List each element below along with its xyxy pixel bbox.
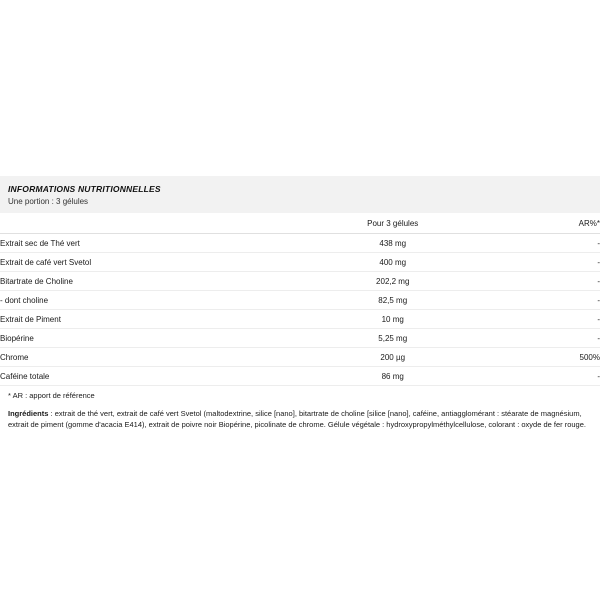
nutrient-quantity: 5,25 mg: [284, 329, 502, 348]
nutrition-panel: [0, 176, 600, 431]
nutrition-table-body: [0, 234, 600, 386]
ingredients-paragraph: [0, 401, 600, 431]
nutrient-quantity: 86 mg: [284, 367, 502, 386]
nutrient-ar: -: [502, 367, 600, 386]
nutrient-name: Caféine totale: [0, 367, 284, 386]
nutrient-quantity: 400 mg: [284, 253, 502, 272]
nutrient-quantity: 200 µg: [284, 348, 502, 367]
nutrient-name: Bitartrate de Choline: [0, 272, 284, 291]
table-row: [0, 253, 600, 272]
table-row: [0, 310, 600, 329]
table-row: [0, 329, 600, 348]
table-row: [0, 291, 600, 310]
nutrient-name: - dont choline: [0, 291, 284, 310]
nutrient-quantity: 438 mg: [284, 234, 502, 253]
ingredients-text: extrait de thé vert, extrait de café vert Svetol (maltodextrine, silice [nano], bitartrate de choline [silice [nano], caféine, antiagglomérant : stéarate de magnésium, extrait de piment (gomme d'acacia E414), extrait de poivre noir Biopérine, picolinate de chrome. Gélule végétale : hydroxypropylméthylcellulose, colorant : oxyde de fer rouge.: [8, 408, 586, 429]
column-header-ar: AR%*: [502, 213, 600, 234]
nutrient-name: Biopérine: [0, 329, 284, 348]
nutrient-name: Extrait de café vert Svetol: [0, 253, 284, 272]
nutrient-name: Chrome: [0, 348, 284, 367]
serving-size-text: Une portion : 3 gélules: [8, 197, 89, 206]
ingredients-separator: :: [48, 408, 55, 418]
column-header-quantity: Pour 3 gélules: [284, 213, 502, 234]
nutrient-name: Extrait sec de Thé vert: [0, 234, 284, 253]
nutrition-table: [0, 213, 600, 386]
nutrient-ar: -: [502, 310, 600, 329]
nutrient-ar: -: [502, 272, 600, 291]
nutrient-quantity: 202,2 mg: [284, 272, 502, 291]
table-row: [0, 348, 600, 367]
nutrient-ar: -: [502, 234, 600, 253]
ingredients-label: Ingrédients: [8, 408, 49, 418]
table-row: [0, 234, 600, 253]
nutrient-quantity: 10 mg: [284, 310, 502, 329]
nutrition-table-head: [0, 213, 600, 234]
table-header-row: [0, 213, 600, 234]
nutrient-ar: -: [502, 291, 600, 310]
nutrient-ar: 500%: [502, 348, 600, 367]
nutrient-name: Extrait de Piment: [0, 310, 284, 329]
column-header-name: [0, 213, 284, 234]
panel-title: INFORMATIONS NUTRITIONNELLES: [8, 184, 161, 194]
nutrient-ar: -: [502, 329, 600, 348]
ar-footnote: * AR : apport de référence: [8, 391, 95, 400]
table-row: [0, 367, 600, 386]
nutrition-panel-header: [0, 176, 600, 213]
nutrient-ar: -: [502, 253, 600, 272]
nutrient-quantity: 82,5 mg: [284, 291, 502, 310]
table-row: [0, 272, 600, 291]
